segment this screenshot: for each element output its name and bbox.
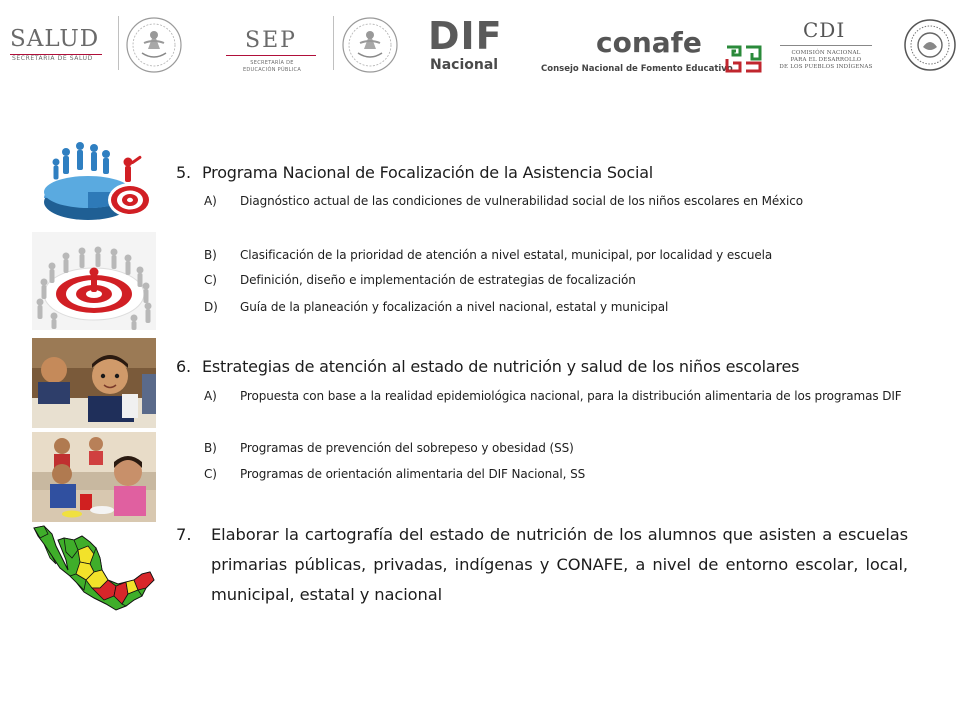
dif-logo-subtitle: Nacional — [430, 57, 499, 73]
coat-of-arms-icon — [340, 12, 400, 78]
conafe-logo-text: conafe — [596, 26, 702, 59]
item-text: Guía de la planeación y focalización a nivel nacional, estatal y municipal — [240, 300, 669, 314]
logo-bar — [0, 8, 960, 74]
item-text: Programas de orientación alimentaria del DIF Nacional, SS — [240, 467, 586, 481]
sep-subtitle-line: SECRETARÍA DE — [250, 60, 294, 66]
list-item-6a — [204, 385, 908, 408]
section-title-6 — [176, 357, 799, 376]
salud-logo-subtitle: SECRETARÍA DE SALUD — [12, 55, 93, 62]
cdi-glyph-icon — [724, 26, 764, 92]
children-eating-photo — [32, 432, 156, 522]
section-7-text: Elaborar la cartografía del estado de nutrición de los alumnos que asisten a escuelas primarias públicas, privadas, indígenas y CONAFE, a nivel de entorno escolar, local, municipal, estatal y nacional — [211, 525, 908, 604]
list-item-5c — [204, 269, 908, 292]
section-title-text: Programa Nacional de Focalización de la Asistencia Social — [202, 163, 654, 182]
dif-logo-text: DIF — [428, 14, 503, 58]
section-number: 6. — [176, 357, 191, 376]
list-item-5a — [204, 190, 908, 213]
item-text: Definición, diseño e implementación de estrategias de focalización — [240, 273, 636, 287]
item-letter: B) — [204, 441, 217, 455]
seal-icon — [903, 12, 957, 78]
children-classroom-photo — [32, 338, 156, 428]
section-number: 5. — [176, 163, 191, 182]
section-title-5 — [176, 163, 653, 182]
item-letter: A) — [204, 194, 217, 208]
coat-of-arms-icon — [124, 12, 184, 78]
list-item-5d — [204, 296, 908, 319]
item-letter: C) — [204, 273, 217, 287]
item-letter: D) — [204, 300, 218, 314]
item-letter: C) — [204, 467, 217, 481]
cdi-subtitle-line: DE LOS PUEBLOS INDÍGENAS — [779, 64, 873, 70]
list-item-6b — [204, 437, 908, 460]
mexico-nutrition-map — [30, 524, 160, 616]
conafe-logo-subtitle: Consejo Nacional de Fomento Educativo — [541, 64, 733, 74]
sep-subtitle-line: EDUCACIÓN PÚBLICA — [242, 67, 302, 73]
cdi-logo-rule — [780, 45, 872, 46]
target-group-illustration — [32, 232, 156, 330]
item-text: Programas de prevención del sobrepeso y obesidad (SS) — [240, 441, 574, 455]
item-letter: A) — [204, 389, 217, 403]
cdi-subtitle-line: COMISIÓN NACIONAL — [791, 50, 861, 56]
sep-logo-subtitle — [232, 60, 312, 74]
cdi-logo-subtitle — [775, 50, 877, 71]
cdi-logo-text: CDI — [803, 18, 846, 42]
focus-pie-illustration — [36, 136, 156, 228]
list-item-5b — [204, 244, 908, 267]
section-7-paragraph — [176, 520, 908, 610]
item-text: Diagnóstico actual de las condiciones de vulnerabilidad social de los niños escolares en México — [240, 194, 803, 208]
sep-logo-rule — [226, 55, 316, 56]
logo-divider — [333, 16, 334, 70]
cdi-subtitle-line: PARA EL DESARROLLO — [790, 57, 862, 63]
section-number: 7. — [176, 525, 192, 544]
item-letter: B) — [204, 248, 217, 262]
section-title-text: Estrategias de atención al estado de nutrición y salud de los niños escolares — [202, 357, 800, 376]
logo-divider — [118, 16, 119, 70]
list-item-6c — [204, 463, 908, 486]
item-text: Clasificación de la prioridad de atención a nivel estatal, municipal, por localidad y escuela — [240, 248, 773, 262]
item-text: Propuesta con base a la realidad epidemiológica nacional, para la distribución alimentaria de los programas DIF — [240, 389, 902, 403]
sep-logo-text: SEP — [245, 28, 297, 53]
salud-logo-text: SALUD — [10, 26, 100, 52]
